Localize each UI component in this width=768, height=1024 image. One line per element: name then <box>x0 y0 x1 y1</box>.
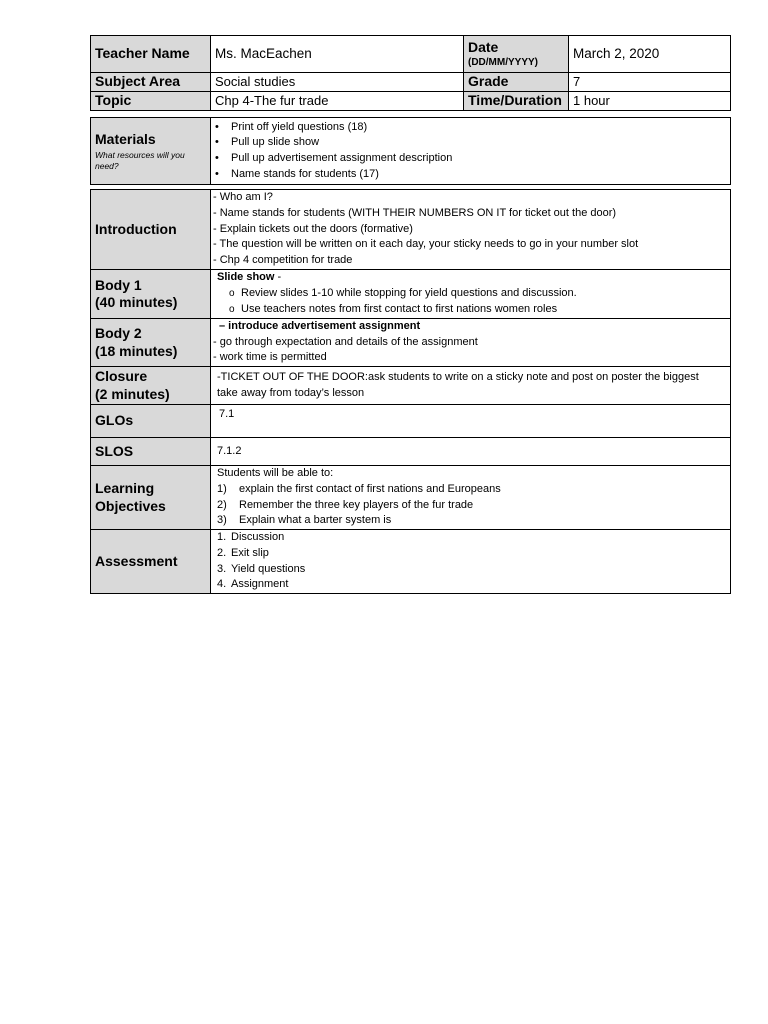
closure-label-cell <box>91 367 211 405</box>
item-number: 2. <box>217 546 227 559</box>
list-item: o Review slides 1-10 while stopping for yield questions and discussion. <box>217 286 724 302</box>
list-item: - work time is permitted <box>213 351 327 364</box>
assessment-label: Assessment <box>91 530 211 594</box>
header-table <box>90 35 731 111</box>
list-item: - go through expectation and details of the assignment <box>213 335 478 348</box>
list-item <box>217 482 724 498</box>
list-item <box>217 546 724 562</box>
objectives-content <box>211 466 731 530</box>
body1-lead: Slide show <box>217 271 275 284</box>
list-item <box>217 498 724 514</box>
introduction-list <box>211 190 731 270</box>
list-item: - Who am I? <box>213 190 728 206</box>
item-text: Explain what a barter system is <box>239 514 392 527</box>
body2-duration: (18 minutes) <box>95 342 178 359</box>
glos-label: GLOs <box>91 405 211 438</box>
closure-duration: (2 minutes) <box>95 385 170 402</box>
slos-label: SLOS <box>91 438 211 466</box>
list-item <box>217 577 724 593</box>
slos-value: 7.1.2 <box>217 444 242 457</box>
topic-value: Chp 4-The fur trade <box>211 92 464 111</box>
item-number: 2) <box>217 498 227 511</box>
teacher-name-value: Ms. MacEachen <box>211 36 464 73</box>
subject-area-value: Social studies <box>211 73 464 92</box>
item-text: Yield questions <box>231 562 306 575</box>
materials-table <box>90 117 731 185</box>
teacher-name-label: Teacher Name <box>91 36 211 73</box>
slos-cell <box>211 438 731 466</box>
objectives-label-1: Learning <box>95 480 155 497</box>
list-item: • Pull up slide show <box>211 135 730 151</box>
time-duration-value: 1 hour <box>569 92 731 111</box>
time-duration-label: Time/Duration <box>464 92 569 111</box>
objectives-label-2: Objectives <box>95 497 166 514</box>
list-item: - Chp 4 competition for trade <box>213 253 728 269</box>
item-text: Discussion <box>231 531 285 544</box>
glos-cell <box>211 405 731 438</box>
body1-label-cell <box>91 270 211 319</box>
item-number: 1) <box>217 482 227 495</box>
date-value: March 2, 2020 <box>569 36 731 73</box>
item-text: Remember the three key players of the fur trade <box>239 498 474 511</box>
item-number: 3) <box>217 514 227 527</box>
assessment-content <box>211 530 731 594</box>
closure-label: Closure <box>95 368 148 385</box>
list-item: • Print off yield questions (18) <box>211 120 730 136</box>
list-item: - Name stands for students (WITH THEIR NUMBERS ON IT for ticket out the door) <box>213 206 728 222</box>
lesson-plan-table <box>90 189 731 594</box>
item-number: 3. <box>217 562 227 575</box>
body1-lead-suffix: - <box>274 271 282 284</box>
list-item: • Name stands for students (17) <box>211 167 730 183</box>
body2-label: Body 2 <box>95 325 142 342</box>
list-item <box>217 513 724 529</box>
item-text: Exit slip <box>231 546 269 559</box>
date-label: Date <box>468 39 499 55</box>
item-number: 1. <box>217 531 227 544</box>
list-item <box>217 562 724 578</box>
grade-value: 7 <box>569 73 731 92</box>
date-label-cell <box>464 36 569 73</box>
list-item: - The question will be written on it each day, your sticky needs to go in your number slot <box>213 237 728 253</box>
list-item: - Explain tickets out the doors (formative) <box>213 222 728 238</box>
materials-label: Materials <box>95 130 156 147</box>
item-number: 4. <box>217 578 227 591</box>
list-item: • Pull up advertisement assignment description <box>211 151 730 167</box>
body2-lead: – introduce advertisement assignment <box>219 320 421 332</box>
subject-area-label: Subject Area <box>91 73 211 92</box>
body1-label: Body 1 <box>95 276 142 293</box>
introduction-label: Introduction <box>91 190 211 270</box>
topic-label: Topic <box>91 92 211 111</box>
item-text: Assignment <box>231 578 289 591</box>
body2-content <box>211 319 731 367</box>
objectives-label-cell <box>91 466 211 530</box>
closure-line: take away from today’s lesson <box>217 386 365 399</box>
body2-label-cell <box>91 319 211 367</box>
closure-content <box>211 367 731 405</box>
glos-value: 7.1 <box>219 408 235 421</box>
body1-content <box>211 270 731 319</box>
closure-line: -TICKET OUT OF THE DOOR:ask students to write on a sticky note and post on poster the biggest <box>217 370 699 383</box>
materials-label-cell <box>91 118 211 185</box>
date-format: (DD/MM/YYYY) <box>468 56 538 68</box>
list-item <box>217 530 724 546</box>
materials-list <box>211 118 731 185</box>
list-item: o Use teachers notes from first contact to first nations women roles <box>217 302 724 318</box>
body1-duration: (40 minutes) <box>95 294 178 310</box>
item-text: explain the first contact of first nations and Europeans <box>239 482 501 495</box>
grade-label: Grade <box>464 73 569 92</box>
materials-sublabel: What resources will you need? <box>95 150 185 171</box>
objectives-intro: Students will be able to: <box>217 467 334 480</box>
